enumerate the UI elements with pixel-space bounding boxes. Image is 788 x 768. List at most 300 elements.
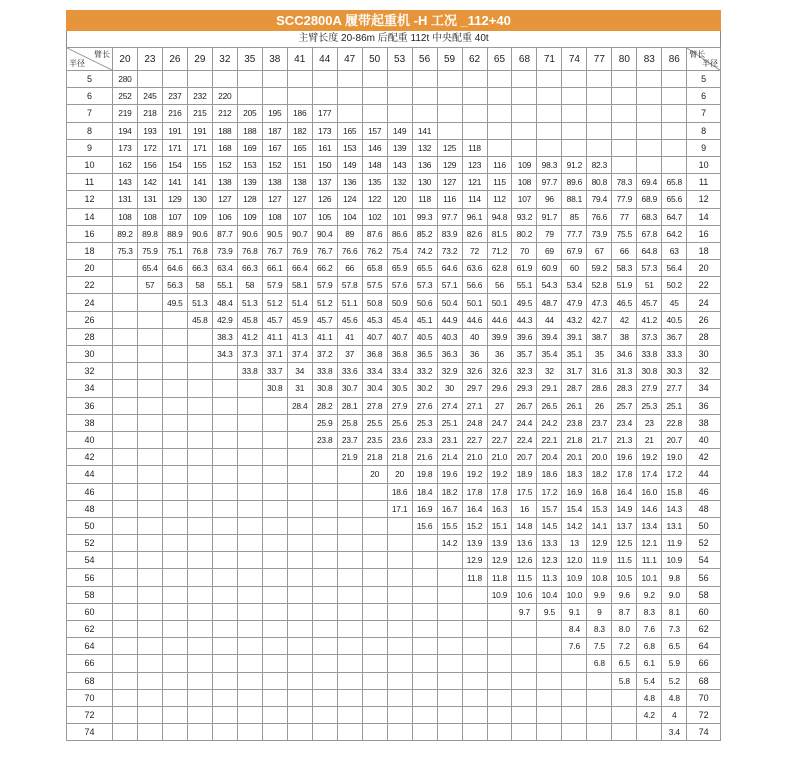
load-value-cell — [312, 552, 337, 569]
load-value-cell — [112, 311, 137, 328]
load-value-cell: 4 — [662, 706, 687, 723]
load-value-cell: 22.8 — [662, 414, 687, 431]
load-value-cell: 107 — [512, 191, 537, 208]
table-row — [67, 105, 721, 122]
load-value-cell: 90.4 — [312, 225, 337, 242]
load-value-cell: 13.9 — [487, 535, 512, 552]
load-value-cell — [537, 88, 562, 105]
load-value-cell: 21.6 — [412, 449, 437, 466]
radius-cell: 74 — [687, 724, 721, 741]
load-value-cell: 40 — [462, 328, 487, 345]
load-value-cell — [212, 414, 237, 431]
load-value-cell: 45.1 — [412, 311, 437, 328]
load-value-cell: 73.9 — [587, 225, 612, 242]
corner-label-boom: 臂长 — [689, 50, 706, 59]
load-value-cell — [512, 672, 537, 689]
load-value-cell: 115 — [487, 174, 512, 191]
load-value-cell: 146 — [362, 139, 387, 156]
load-value-cell — [537, 689, 562, 706]
load-value-cell — [362, 500, 387, 517]
load-value-cell: 62.8 — [487, 260, 512, 277]
load-value-cell: 143 — [387, 156, 412, 173]
load-value-cell: 36.5 — [412, 346, 437, 363]
load-value-cell: 33.8 — [637, 346, 662, 363]
load-value-cell — [337, 586, 362, 603]
load-value-cell — [212, 517, 237, 534]
load-value-cell — [112, 466, 137, 483]
radius-cell: 32 — [67, 363, 113, 380]
load-value-cell — [187, 569, 212, 586]
load-value-cell: 9 — [587, 603, 612, 620]
load-value-cell — [412, 603, 437, 620]
load-value-cell — [237, 500, 262, 517]
load-value-cell — [587, 88, 612, 105]
load-value-cell: 57.3 — [637, 260, 662, 277]
load-value-cell: 15.7 — [537, 500, 562, 517]
load-value-cell — [437, 88, 462, 105]
radius-cell: 38 — [687, 414, 721, 431]
load-value-cell — [637, 88, 662, 105]
load-value-cell — [212, 500, 237, 517]
load-value-cell: 15.2 — [462, 517, 487, 534]
load-value-cell — [187, 363, 212, 380]
load-value-cell: 87.6 — [362, 225, 387, 242]
load-value-cell: 172 — [137, 139, 162, 156]
load-value-cell: 165 — [337, 122, 362, 139]
load-value-cell: 205 — [237, 105, 262, 122]
load-value-cell — [287, 535, 312, 552]
load-value-cell: 85.2 — [412, 225, 437, 242]
load-value-cell — [262, 88, 287, 105]
radius-cell: 46 — [67, 483, 113, 500]
load-value-cell: 98.3 — [537, 156, 562, 173]
radius-cell: 9 — [687, 139, 721, 156]
radius-cell: 30 — [67, 346, 113, 363]
radius-cell: 12 — [687, 191, 721, 208]
boom-length-header-row — [67, 48, 721, 71]
radius-cell: 32 — [687, 363, 721, 380]
corner-label-boom: 臂长 — [93, 50, 110, 59]
load-value-cell — [437, 105, 462, 122]
load-value-cell — [562, 689, 587, 706]
load-value-cell: 16.4 — [612, 483, 637, 500]
load-value-cell: 82.3 — [587, 156, 612, 173]
load-value-cell: 50.9 — [387, 294, 412, 311]
radius-cell: 58 — [67, 586, 113, 603]
load-value-cell: 97.7 — [537, 174, 562, 191]
load-value-cell: 237 — [162, 88, 187, 105]
load-value-cell — [562, 71, 587, 88]
load-value-cell: 93.2 — [512, 208, 537, 225]
load-value-cell — [412, 552, 437, 569]
load-value-cell: 25.5 — [362, 414, 387, 431]
load-value-cell — [312, 621, 337, 638]
load-value-cell — [212, 397, 237, 414]
table-row — [67, 346, 721, 363]
load-value-cell — [337, 105, 362, 122]
load-value-cell — [537, 638, 562, 655]
load-value-cell: 23 — [637, 414, 662, 431]
load-value-cell: 31.7 — [562, 363, 587, 380]
load-value-cell — [337, 672, 362, 689]
load-value-cell: 83.9 — [437, 225, 462, 242]
load-value-cell — [387, 569, 412, 586]
load-value-cell — [262, 414, 287, 431]
radius-cell: 48 — [67, 500, 113, 517]
load-table-body — [67, 71, 721, 741]
load-value-cell: 21.0 — [487, 449, 512, 466]
load-value-cell: 50.4 — [437, 294, 462, 311]
load-value-cell — [487, 655, 512, 672]
load-value-cell — [337, 552, 362, 569]
load-value-cell — [587, 122, 612, 139]
load-value-cell — [287, 706, 312, 723]
radius-cell: 52 — [67, 535, 113, 552]
load-value-cell: 5.2 — [662, 672, 687, 689]
radius-cell: 54 — [687, 552, 721, 569]
load-value-cell: 41.3 — [287, 328, 312, 345]
load-value-cell: 15.6 — [412, 517, 437, 534]
load-value-cell: 67.8 — [637, 225, 662, 242]
load-value-cell — [362, 483, 387, 500]
load-value-cell — [287, 724, 312, 741]
load-value-cell: 18.6 — [537, 466, 562, 483]
load-value-cell — [487, 105, 512, 122]
load-value-cell — [362, 535, 387, 552]
load-value-cell: 15.8 — [662, 483, 687, 500]
load-value-cell — [162, 466, 187, 483]
load-value-cell: 11.8 — [462, 569, 487, 586]
load-value-cell — [112, 346, 137, 363]
load-value-cell — [462, 586, 487, 603]
load-value-cell: 11.5 — [612, 552, 637, 569]
load-value-cell: 9.7 — [512, 603, 537, 620]
load-value-cell — [237, 672, 262, 689]
load-value-cell: 37.4 — [287, 346, 312, 363]
load-value-cell — [187, 621, 212, 638]
load-value-cell — [287, 603, 312, 620]
load-value-cell — [262, 621, 287, 638]
load-value-cell — [187, 466, 212, 483]
load-value-cell: 191 — [187, 122, 212, 139]
load-value-cell — [262, 500, 287, 517]
load-value-cell — [287, 431, 312, 448]
load-value-cell: 65.4 — [137, 260, 162, 277]
load-value-cell: 89.8 — [137, 225, 162, 242]
load-value-cell — [387, 586, 412, 603]
load-value-cell — [312, 672, 337, 689]
load-value-cell: 65.5 — [412, 260, 437, 277]
load-value-cell: 36 — [462, 346, 487, 363]
load-value-cell — [212, 569, 237, 586]
load-value-cell — [212, 655, 237, 672]
load-value-cell — [412, 586, 437, 603]
load-value-cell: 29.3 — [512, 380, 537, 397]
load-value-cell: 107 — [287, 208, 312, 225]
radius-cell: 26 — [687, 311, 721, 328]
load-value-cell: 58.1 — [287, 277, 312, 294]
load-value-cell: 23.1 — [437, 431, 462, 448]
load-value-cell: 153 — [337, 139, 362, 156]
load-value-cell — [587, 706, 612, 723]
load-value-cell — [237, 483, 262, 500]
load-value-cell — [237, 535, 262, 552]
load-value-cell — [437, 621, 462, 638]
load-value-cell: 116 — [437, 191, 462, 208]
load-value-cell: 129 — [437, 156, 462, 173]
load-table — [66, 47, 721, 741]
load-value-cell: 88.9 — [162, 225, 187, 242]
load-value-cell: 52.8 — [587, 277, 612, 294]
load-value-cell: 21 — [637, 431, 662, 448]
load-value-cell: 139 — [237, 174, 262, 191]
load-value-cell: 39.1 — [562, 328, 587, 345]
load-value-cell — [462, 71, 487, 88]
load-value-cell: 188 — [212, 122, 237, 139]
load-value-cell — [262, 724, 287, 741]
load-value-cell — [387, 638, 412, 655]
load-value-cell: 13.3 — [537, 535, 562, 552]
load-value-cell: 49.5 — [162, 294, 187, 311]
load-value-cell: 12.9 — [462, 552, 487, 569]
load-value-cell — [437, 569, 462, 586]
load-value-cell: 77.9 — [612, 191, 637, 208]
load-value-cell — [287, 586, 312, 603]
load-value-cell — [162, 380, 187, 397]
boom-length-header: 20 — [112, 48, 137, 71]
load-value-cell: 108 — [262, 208, 287, 225]
load-value-cell — [412, 689, 437, 706]
load-value-cell — [287, 500, 312, 517]
chart-title: SCC2800A 履带起重机 -H 工况 _112+40 — [66, 10, 721, 31]
load-value-cell: 76.2 — [362, 242, 387, 259]
load-value-cell — [387, 71, 412, 88]
boom-length-header: 74 — [562, 48, 587, 71]
load-value-cell — [612, 724, 637, 741]
load-value-cell — [487, 71, 512, 88]
load-value-cell: 22.4 — [512, 431, 537, 448]
load-value-cell: 16.7 — [437, 500, 462, 517]
radius-cell: 68 — [687, 672, 721, 689]
radius-cell: 12 — [67, 191, 113, 208]
load-value-cell — [212, 706, 237, 723]
load-value-cell: 17.8 — [487, 483, 512, 500]
load-value-cell: 51.3 — [187, 294, 212, 311]
load-value-cell: 90.6 — [237, 225, 262, 242]
load-value-cell — [312, 569, 337, 586]
load-value-cell: 45 — [662, 294, 687, 311]
load-value-cell: 24.8 — [462, 414, 487, 431]
load-value-cell: 65.6 — [662, 191, 687, 208]
load-value-cell: 12.9 — [587, 535, 612, 552]
load-value-cell: 12.9 — [487, 552, 512, 569]
radius-cell: 72 — [67, 706, 113, 723]
load-value-cell — [237, 655, 262, 672]
table-row — [67, 672, 721, 689]
load-value-cell: 63.4 — [212, 260, 237, 277]
load-value-cell — [637, 139, 662, 156]
load-value-cell: 18.2 — [587, 466, 612, 483]
load-value-cell: 35.7 — [512, 346, 537, 363]
load-value-cell: 30.8 — [312, 380, 337, 397]
load-value-cell: 16.9 — [562, 483, 587, 500]
load-value-cell — [237, 414, 262, 431]
load-value-cell — [212, 672, 237, 689]
load-value-cell: 38.3 — [212, 328, 237, 345]
load-value-cell — [312, 689, 337, 706]
load-value-cell — [137, 517, 162, 534]
load-value-cell: 108 — [112, 208, 137, 225]
load-value-cell: 10.6 — [512, 586, 537, 603]
load-value-cell: 16.9 — [412, 500, 437, 517]
radius-cell: 40 — [67, 431, 113, 448]
load-value-cell: 63 — [662, 242, 687, 259]
load-value-cell — [337, 706, 362, 723]
load-value-cell: 39.6 — [512, 328, 537, 345]
boom-length-header: 53 — [387, 48, 412, 71]
radius-cell: 70 — [67, 689, 113, 706]
load-value-cell — [137, 689, 162, 706]
load-value-cell: 53.4 — [562, 277, 587, 294]
load-value-cell — [137, 552, 162, 569]
load-value-cell: 41.1 — [312, 328, 337, 345]
load-value-cell: 68.9 — [637, 191, 662, 208]
load-value-cell: 31.6 — [587, 363, 612, 380]
load-value-cell: 29.7 — [462, 380, 487, 397]
load-value-cell: 245 — [137, 88, 162, 105]
load-value-cell: 37 — [337, 346, 362, 363]
load-value-cell — [262, 449, 287, 466]
load-value-cell: 55.1 — [212, 277, 237, 294]
load-value-cell — [312, 706, 337, 723]
load-value-cell — [512, 122, 537, 139]
load-value-cell: 36 — [487, 346, 512, 363]
load-value-cell: 43.2 — [562, 311, 587, 328]
load-value-cell: 27.9 — [387, 397, 412, 414]
load-value-cell: 5.9 — [662, 655, 687, 672]
load-value-cell — [187, 483, 212, 500]
load-value-cell — [512, 724, 537, 741]
load-value-cell: 73.2 — [437, 242, 462, 259]
load-value-cell — [612, 71, 637, 88]
load-value-cell — [137, 449, 162, 466]
load-value-cell — [162, 638, 187, 655]
load-value-cell: 10.9 — [662, 552, 687, 569]
load-value-cell: 22.7 — [462, 431, 487, 448]
load-value-cell: 74.2 — [412, 242, 437, 259]
load-value-cell — [112, 706, 137, 723]
load-value-cell: 14.8 — [512, 517, 537, 534]
load-value-cell — [287, 449, 312, 466]
load-value-cell: 19.0 — [662, 449, 687, 466]
load-value-cell: 99.3 — [412, 208, 437, 225]
load-value-cell — [462, 655, 487, 672]
load-value-cell: 28.2 — [312, 397, 337, 414]
load-value-cell: 127 — [262, 191, 287, 208]
load-value-cell — [362, 655, 387, 672]
load-value-cell — [137, 363, 162, 380]
load-value-cell: 88.1 — [562, 191, 587, 208]
load-value-cell: 50.8 — [362, 294, 387, 311]
load-value-cell: 161 — [312, 139, 337, 156]
load-value-cell — [362, 638, 387, 655]
load-value-cell — [337, 655, 362, 672]
load-value-cell — [487, 88, 512, 105]
load-value-cell — [187, 380, 212, 397]
load-value-cell: 37.3 — [637, 328, 662, 345]
load-value-cell: 79.4 — [587, 191, 612, 208]
load-value-cell: 24.4 — [512, 414, 537, 431]
load-value-cell: 8.3 — [587, 621, 612, 638]
load-value-cell — [112, 621, 137, 638]
load-value-cell: 54.3 — [537, 277, 562, 294]
load-value-cell — [137, 380, 162, 397]
radius-cell: 18 — [67, 242, 113, 259]
load-value-cell: 45.8 — [187, 311, 212, 328]
boom-length-header: 32 — [212, 48, 237, 71]
load-value-cell: 14.1 — [587, 517, 612, 534]
load-value-cell — [437, 122, 462, 139]
load-value-cell: 102 — [362, 208, 387, 225]
load-value-cell: 24.7 — [487, 414, 512, 431]
load-value-cell: 220 — [212, 88, 237, 105]
load-value-cell — [387, 706, 412, 723]
load-value-cell — [587, 672, 612, 689]
load-value-cell: 141 — [412, 122, 437, 139]
load-value-cell: 17.1 — [387, 500, 412, 517]
load-value-cell: 23.7 — [587, 414, 612, 431]
load-value-cell — [337, 500, 362, 517]
load-value-cell: 89 — [337, 225, 362, 242]
load-value-cell — [237, 586, 262, 603]
load-value-cell: 32.3 — [512, 363, 537, 380]
load-value-cell — [662, 71, 687, 88]
radius-cell: 6 — [687, 88, 721, 105]
load-value-cell — [537, 672, 562, 689]
load-value-cell: 34 — [287, 363, 312, 380]
boom-length-header: 41 — [287, 48, 312, 71]
load-value-cell: 173 — [312, 122, 337, 139]
load-value-cell — [537, 724, 562, 741]
load-value-cell: 4.2 — [637, 706, 662, 723]
load-value-cell — [237, 449, 262, 466]
load-value-cell — [312, 449, 337, 466]
radius-cell: 28 — [687, 328, 721, 345]
load-value-cell — [162, 689, 187, 706]
load-value-cell — [137, 706, 162, 723]
load-value-cell — [562, 105, 587, 122]
radius-cell: 74 — [67, 724, 113, 741]
load-value-cell — [662, 139, 687, 156]
load-value-cell — [412, 638, 437, 655]
load-value-cell: 23.3 — [412, 431, 437, 448]
load-value-cell — [112, 363, 137, 380]
load-value-cell: 75.9 — [137, 242, 162, 259]
load-value-cell: 28.7 — [562, 380, 587, 397]
load-value-cell — [362, 517, 387, 534]
load-value-cell: 57.5 — [362, 277, 387, 294]
load-value-cell: 6.5 — [662, 638, 687, 655]
load-value-cell: 33.7 — [262, 363, 287, 380]
boom-length-header: 44 — [312, 48, 337, 71]
load-value-cell: 18.2 — [437, 483, 462, 500]
load-value-cell: 21.3 — [612, 431, 637, 448]
load-value-cell — [612, 139, 637, 156]
load-value-cell: 36.7 — [662, 328, 687, 345]
load-value-cell: 9.0 — [662, 586, 687, 603]
load-value-cell: 37.1 — [262, 346, 287, 363]
load-value-cell: 10.9 — [487, 586, 512, 603]
